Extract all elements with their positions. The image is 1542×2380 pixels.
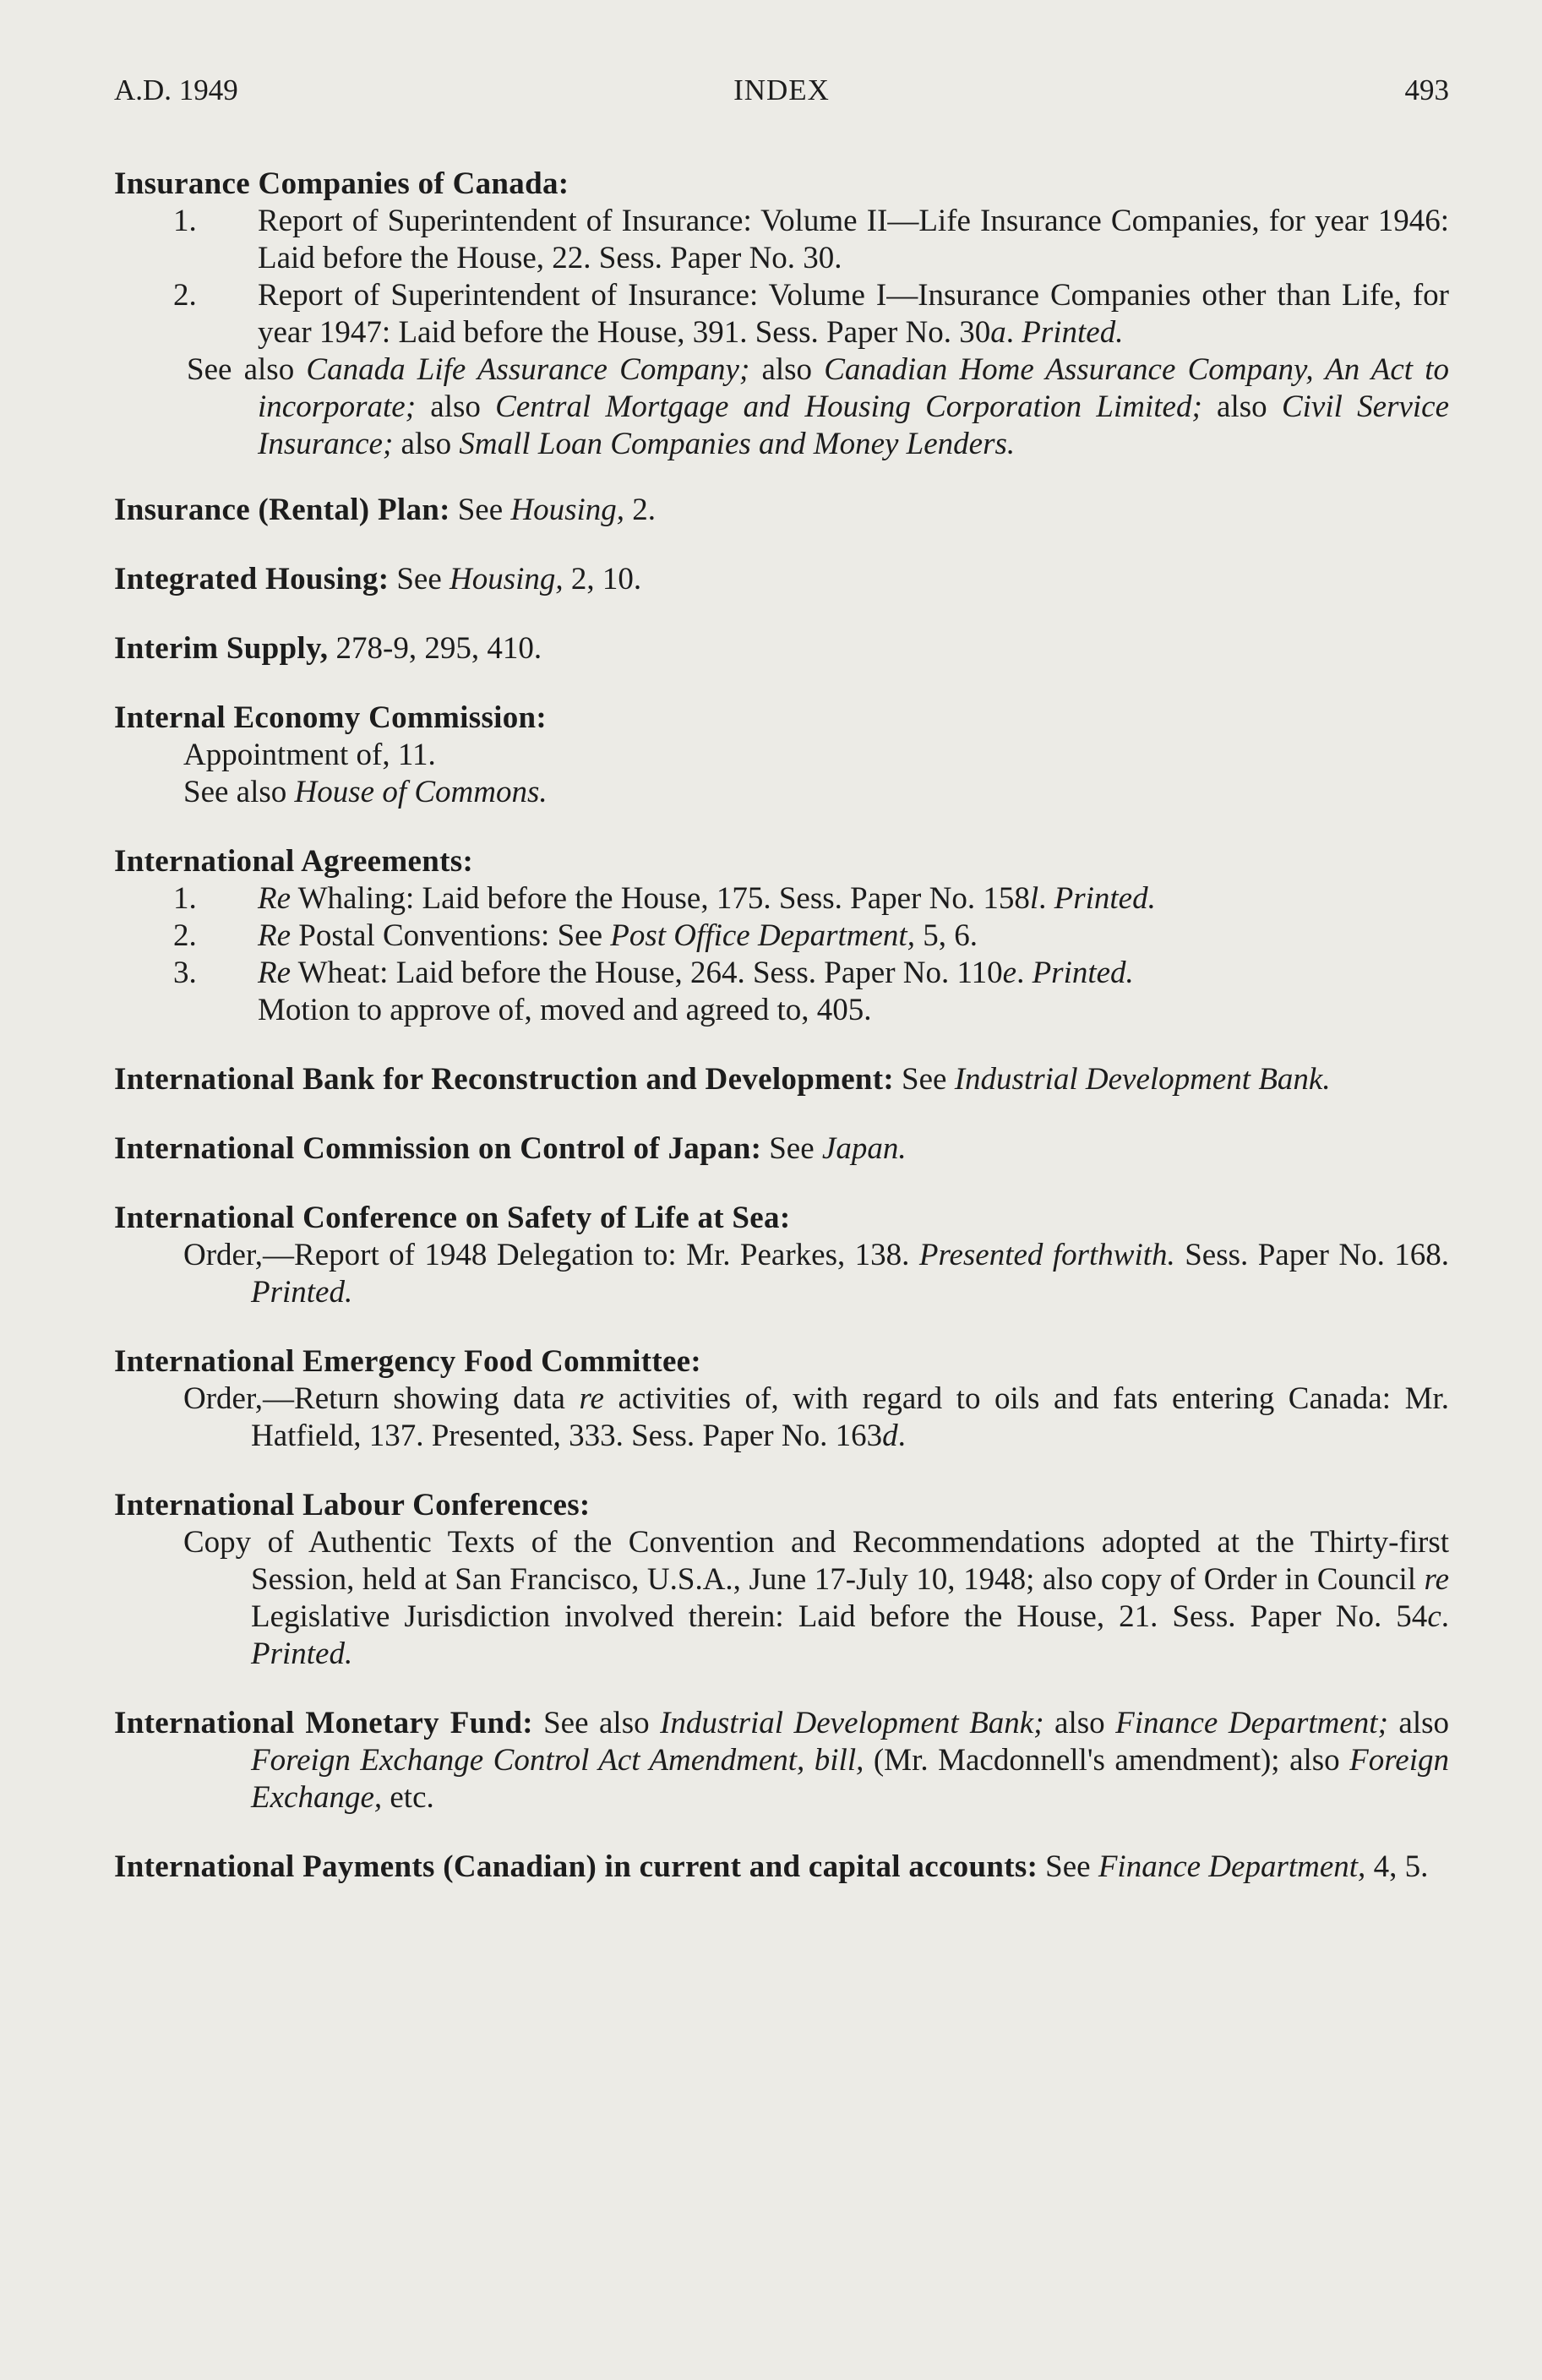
item-text: Wheat: Laid before the House, 264. Sess. Paper No. 110 bbox=[291, 956, 1003, 990]
body-text: . bbox=[897, 1419, 906, 1453]
body-text: Legislative Jurisdiction involved therein: Laid before the House, 21. Sess. Paper No. 54 bbox=[251, 1599, 1428, 1634]
running-head bbox=[114, 69, 1449, 112]
header-title: INDEX bbox=[733, 74, 830, 106]
entry-international-payments: International Payments (Canadian) in current and capital accounts: See Finance Department, 4, 5. bbox=[114, 1849, 1429, 1884]
item-text-italic: d bbox=[882, 1419, 898, 1453]
re-italic: re bbox=[1424, 1562, 1449, 1597]
cross-reference: Post Office Department, bbox=[610, 918, 915, 953]
see-also-label: See also bbox=[187, 352, 307, 387]
cross-reference: Japan. bbox=[821, 1131, 907, 1166]
separator: also bbox=[1043, 1706, 1116, 1740]
entry-international-bank: International Bank for Reconstruction and Development: See Industrial Development Bank. bbox=[114, 1062, 1331, 1097]
sub-line: Motion to approve of, moved and agreed to, 405. bbox=[258, 993, 872, 1027]
page-refs: 4, 5. bbox=[1365, 1849, 1429, 1884]
body-text: Sess. Paper No. 168. bbox=[1174, 1238, 1449, 1272]
body-text: (Mr. Macdonnell's amendment); also bbox=[864, 1743, 1350, 1778]
page-refs: 5, 6. bbox=[914, 918, 978, 953]
entry-international-monetary: International Monetary Fund: See also Industrial Development Bank; also Finance Department; also Foreign Exchange Control Act Amendment, bill, (Mr. Macdonnell's amendment); also Foreign Exchange, etc. bbox=[114, 1706, 1449, 1815]
body-text: Order,—Report of 1948 Delegation to: Mr. Pearkes, 138. bbox=[183, 1238, 919, 1272]
separator: also bbox=[1201, 389, 1282, 424]
see-also bbox=[114, 351, 1449, 463]
cross-reference: Housing, bbox=[510, 493, 625, 527]
separator: also bbox=[749, 352, 825, 387]
entry-body bbox=[114, 1237, 1449, 1311]
see-label: See bbox=[902, 1062, 955, 1097]
presented-note: Presented forthwith. bbox=[918, 1238, 1175, 1272]
page-number: 493 bbox=[1404, 74, 1449, 106]
printed-note: Printed. bbox=[1022, 315, 1124, 350]
re-italic: re bbox=[579, 1381, 604, 1416]
entry-insurance-companies: Insurance Companies of Canada: 1. Report of Superintendent of Insurance: Volume II—Life Insurance Companies, for year 1946: Laid before the House, 22. Sess. Paper No. 30. 2. Report of Superintendent of Insurance: Volume I—Insurance Companies other than Life, for year 1947: Laid before the House, 391. Sess. Paper No. 30a. Printed. See also Canada Life Assurance Company; also Canadian Home Assurance Company, An Act to incorporate; also Central Mortgage and Housing Corporation Limited; also Civil Service Insurance; also Small Loan Companies and Money Lenders. bbox=[114, 166, 1450, 461]
separator: also bbox=[416, 389, 496, 424]
entry-interim-supply bbox=[114, 630, 1449, 667]
item-number: 3. bbox=[173, 956, 197, 990]
entry-heading: International Agreements bbox=[114, 844, 463, 879]
printed-note: Printed. bbox=[1054, 881, 1156, 916]
entry-internal-economy: Internal Economy Commission: Appointment of, 11. See also House of Commons. bbox=[114, 700, 1449, 811]
entry-heading: International Commission on Control of Japan bbox=[114, 1131, 751, 1166]
entry-heading: International Monetary Fund bbox=[114, 1706, 523, 1740]
list-item bbox=[114, 918, 1449, 955]
item-number: 1. bbox=[173, 204, 197, 238]
cross-reference: Small Loan Companies and Money Lenders. bbox=[459, 427, 1016, 461]
page-refs: 278-9, 295, 410. bbox=[328, 631, 542, 666]
entry-international-emergency: International Emergency Food Committee: Order,—Return showing data re activities of, with regard to oils and fats entering Canada: Mr. Hatfield, 137. Presented, 333. Sess. Paper No. 163d. bbox=[114, 1344, 1450, 1453]
item-text: Whaling: Laid before the House, 175. Sess. Paper No. 158 bbox=[291, 881, 1030, 916]
entry-heading: Insurance (Rental) Plan bbox=[114, 493, 440, 527]
item-text: . bbox=[1038, 881, 1054, 916]
list-item bbox=[114, 880, 1449, 918]
page-refs: 2. bbox=[624, 493, 657, 527]
printed-note: Printed. bbox=[251, 1275, 353, 1310]
entry-heading: Integrated Housing bbox=[114, 562, 379, 596]
body-text: Copy of Authentic Texts of the Convention and Recommendations adopted at the Thirty-first Session, held at San Francisco, U.S.A., June 17-July 10, 1948; also copy of Order in Council bbox=[183, 1525, 1449, 1597]
re-italic: Re bbox=[258, 918, 292, 953]
list-item bbox=[114, 955, 1449, 992]
entry-heading: International Conference on Safety of Life at Sea bbox=[114, 1201, 780, 1235]
entry-heading: Insurance Companies of Canada bbox=[114, 166, 558, 201]
item-text: . bbox=[1016, 956, 1033, 990]
entry-integrated-housing: Integrated Housing: See Housing, 2, 10. bbox=[114, 562, 642, 596]
body-text: activities of, with regard to oils and fats entering Canada: Mr. Hatfield, 137. Presented, 333. Sess. Paper No. 163 bbox=[251, 1381, 1450, 1453]
separator: also bbox=[393, 427, 460, 461]
entry-body bbox=[114, 1524, 1449, 1673]
cross-reference: Industrial Development Bank. bbox=[954, 1062, 1331, 1097]
page-refs: 2, 10. bbox=[563, 562, 642, 596]
cross-reference: Central Mortgage and Housing Corporation Limited; bbox=[495, 389, 1202, 424]
item-number: 2. bbox=[173, 918, 197, 953]
body-text: Order,—Return showing data bbox=[183, 1381, 580, 1416]
item-number: 1. bbox=[173, 881, 197, 916]
body-text: . bbox=[1441, 1599, 1449, 1634]
entry-insurance-rental: Insurance (Rental) Plan: See Housing, 2. bbox=[114, 493, 657, 527]
sub-line: Appointment of, 11. bbox=[183, 738, 436, 772]
cross-reference: Foreign Exchange, bbox=[251, 1743, 1449, 1815]
item-text: Report of Superintendent of Insurance: Volume II—Life Insurance Companies, for year 1946: Laid before the House, 22. Sess. Paper No. 30. bbox=[258, 204, 1449, 275]
list-item bbox=[114, 203, 1449, 277]
item-text-italic: c bbox=[1427, 1599, 1441, 1634]
entry-body bbox=[114, 1381, 1449, 1455]
cross-reference: Finance Department; bbox=[1115, 1706, 1388, 1740]
re-italic: Re bbox=[258, 956, 292, 990]
entry-international-labour: International Labour Conferences: Copy of Authentic Texts of the Convention and Recommendations adopted at the Thirty-first Session, held at San Francisco, U.S.A., June 17-July 10, 1948; also copy of Order in Council re Legislative Jurisdiction involved therein: Laid before the House, 21. Sess. Paper No. 54c. Printed. bbox=[114, 1488, 1449, 1671]
cross-reference: Civil Service Insurance; bbox=[258, 389, 1450, 461]
index-content bbox=[114, 166, 1449, 1918]
entry-international-conference: International Conference on Safety of Life at Sea: Order,—Report of 1948 Delegation to: Mr. Pearkes, 138. Presented forthwith. Sess. Paper No. 168. Printed. bbox=[114, 1201, 1449, 1310]
item-text: Report of Superintendent of Insurance: Volume I—Insurance Companies other than Life, for year 1947: Laid before the House, 391. Sess. Paper No. 30 bbox=[258, 278, 1449, 350]
item-text: . bbox=[1005, 315, 1022, 350]
see-label: See bbox=[769, 1131, 822, 1166]
separator: also bbox=[1387, 1706, 1449, 1740]
cross-reference: Canadian Home Assurance Company, An Act to incorporate; bbox=[258, 352, 1449, 424]
cross-reference: Foreign Exchange Control Act Amendment, bill, bbox=[251, 1743, 864, 1778]
see-label: See bbox=[396, 562, 450, 596]
body-text: etc. bbox=[382, 1780, 434, 1815]
printed-note: Printed. bbox=[1032, 956, 1134, 990]
see-also-label: See also bbox=[183, 775, 295, 809]
printed-note: Printed. bbox=[251, 1637, 353, 1671]
list-item bbox=[114, 277, 1449, 351]
entry-international-agreements: International Agreements: 1. Re Whaling: Laid before the House, 175. Sess. Paper No. 158l. Printed. 2. Re Postal Conventions: See Post Office Department, 5, 6. 3. Re Wheat: Laid before the House, 264. Sess. Paper No. 110e. Printed. Motion to approve of, moved and agreed to, 405. bbox=[114, 843, 1449, 1029]
entry-heading: Internal Economy Commission bbox=[114, 700, 537, 735]
cross-reference: House of Commons. bbox=[294, 775, 548, 809]
item-text-italic: a bbox=[990, 315, 1006, 350]
re-italic: Re bbox=[258, 881, 292, 916]
entry-heading: International Payments (Canadian) in current and capital accounts bbox=[114, 1849, 1027, 1884]
entry-international-commission: International Commission on Control of Japan: See Japan. bbox=[114, 1131, 907, 1166]
item-text: Postal Conventions: See bbox=[291, 918, 611, 953]
header-year: A.D. 1949 bbox=[114, 74, 238, 106]
item-number: 2. bbox=[173, 278, 197, 313]
cross-reference: Housing, bbox=[450, 562, 564, 596]
item-text-italic: e bbox=[1002, 956, 1017, 990]
entry-heading: International Emergency Food Committee bbox=[114, 1344, 691, 1379]
cross-reference: Finance Department, bbox=[1098, 1849, 1366, 1884]
cross-reference: Canada Life Assurance Company; bbox=[306, 352, 750, 387]
item-text-italic: l bbox=[1029, 881, 1039, 916]
cross-reference: Industrial Development Bank; bbox=[660, 1706, 1044, 1740]
see-label: See bbox=[1045, 1849, 1098, 1884]
see-label: See bbox=[457, 493, 511, 527]
see-also bbox=[114, 774, 1449, 811]
entry-heading: International Bank for Reconstruction and Development bbox=[114, 1062, 884, 1097]
entry-heading: Interim Supply, bbox=[114, 631, 329, 666]
see-also-label: See also bbox=[543, 1706, 661, 1740]
entry-heading: International Labour Conferences bbox=[114, 1488, 580, 1522]
